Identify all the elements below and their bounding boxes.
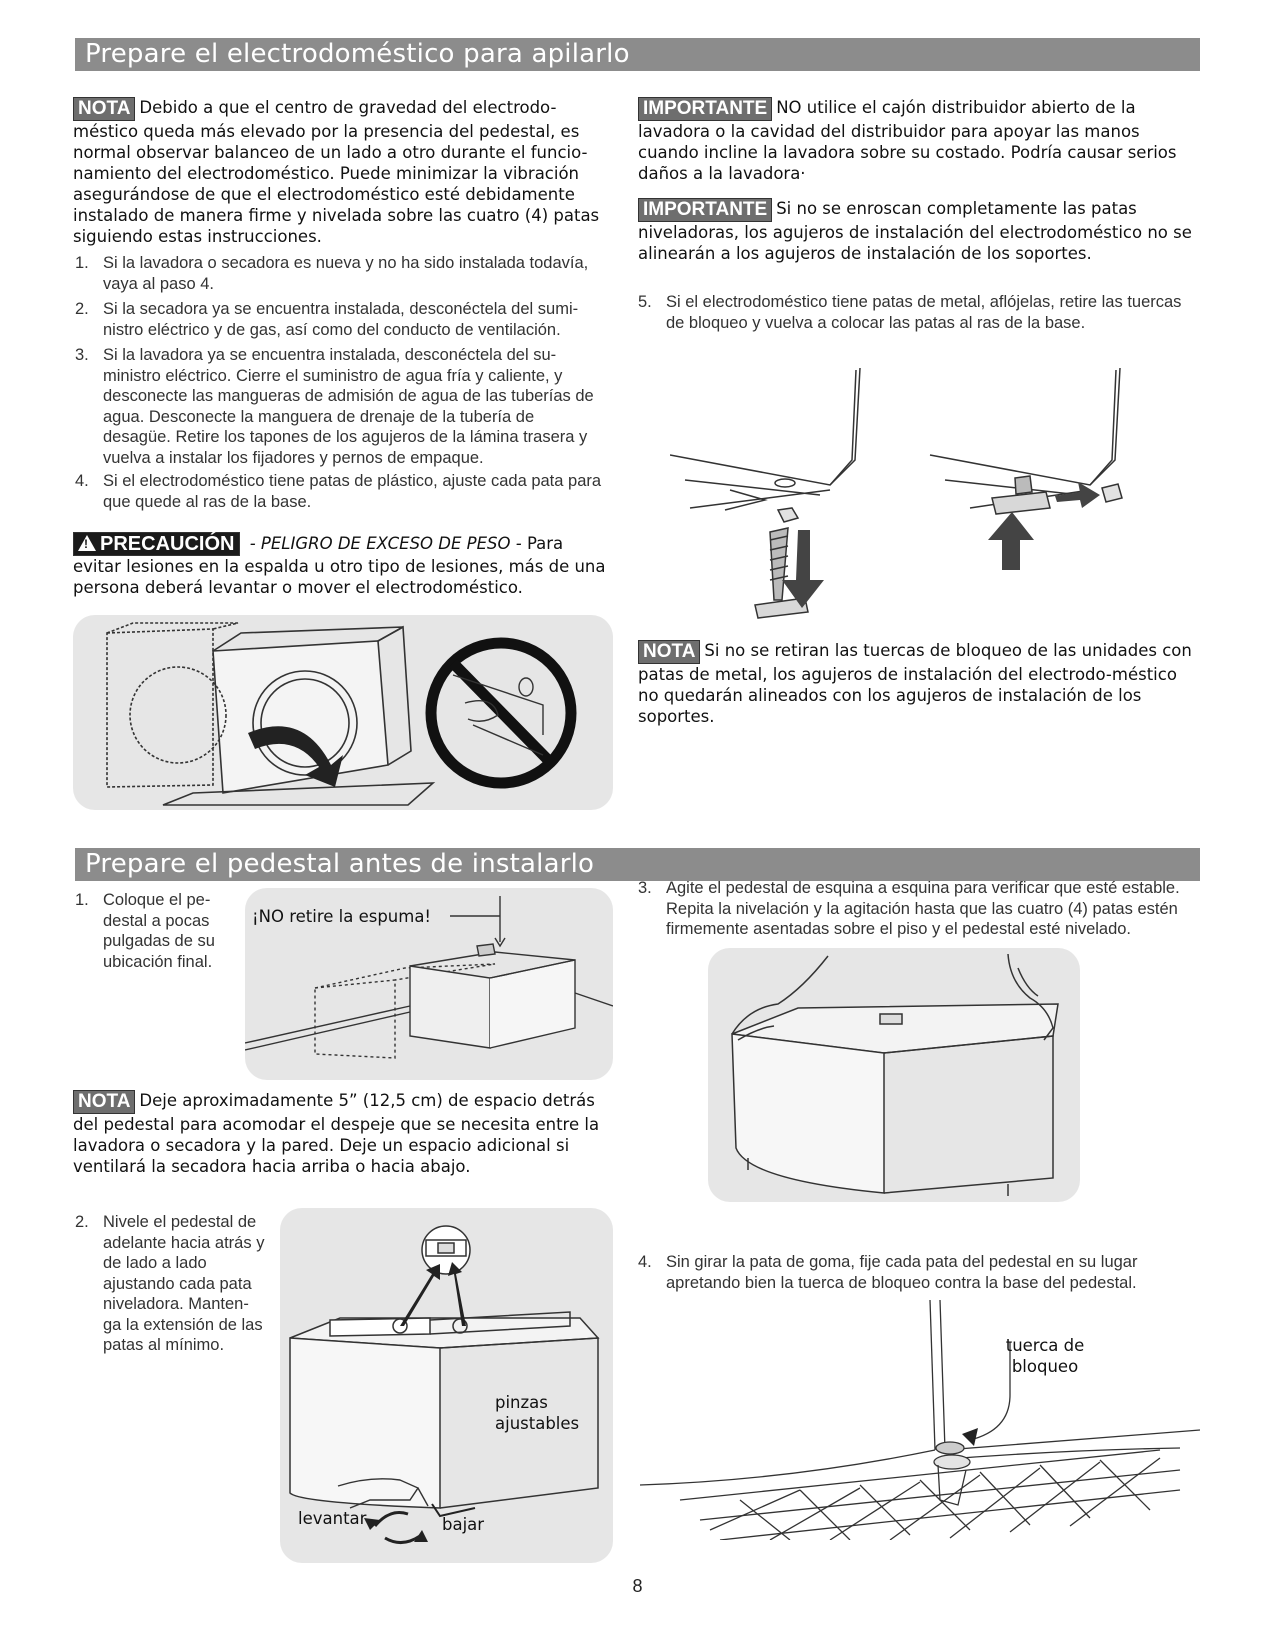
step-number: 4. (75, 472, 89, 490)
note-text: Debido a que el centro de gravedad del electrodo-méstico queda más elevado por la presencia del pedestal, es normal observar balanceo de un lado a otro durante el funcio-namiento del electrodoméstico. Puede minimizar la vibración asegurándose de que el electrodoméstico esté debidamente instalado de manera firme y nivelada sobre las cuatro (4) patas siguiendo estas instrucciones. (73, 98, 600, 246)
note-clearance (73, 1090, 613, 1177)
step-text: Si el electrodoméstico tiene patas de metal, aflójelas, retire las tuercas de bloqueo y vuelva a colocar las patas al ras de la base. (666, 293, 1182, 332)
caution-text: Para evitar lesiones en la espalda u otro tipo de lesiones, más de una persona deberá levantar o mover el electrodoméstico. (73, 534, 606, 597)
step-number: 3. (75, 346, 89, 364)
step-number: 1. (75, 891, 89, 909)
step-number: 1. (75, 254, 89, 272)
lock-nut-label: tuerca de bloqueo (1005, 1336, 1085, 1376)
list-item (638, 292, 1198, 333)
step-number: 2. (75, 300, 89, 318)
important-badge: IMPORTANTE (638, 198, 772, 222)
important-dispenser (638, 97, 1198, 184)
step-number: 5. (638, 293, 652, 311)
important-text: Si no se enroscan completamente las patas niveladoras, los agujeros de instalación del electrodoméstico no se alinearán a los agujeros de instalación de los soportes. (638, 199, 1192, 263)
important-leveling-legs (638, 198, 1198, 264)
step-text: Coloque el pe-destal a pocas pulgadas de su ubicación final. (103, 891, 215, 971)
step-number: 4. (638, 1253, 652, 1271)
note-badge: NOTA (638, 640, 700, 664)
caution-badge: !PRECAUCIÓN (73, 532, 240, 556)
note-text: Deje aproximadamente 5” (12,5 cm) de espacio detrás del pedestal para acomodar el despeje que se necesita entre la lavadora o secadora y la pared. Deje un espacio adicional si ventilará la secadora hacia arriba o hacia abajo. (73, 1091, 600, 1176)
step-text: Si la lavadora o secadora es nueva y no ha sido instalada todavía, vaya al paso 4. (103, 254, 589, 293)
page-number: 8 (632, 1576, 643, 1596)
note-text: Si no se retiran las tuercas de bloqueo de las unidades con patas de metal, los agujeros de instalación del electrodo-méstico no quedarán alineados con los agujeros de instalación de los soportes. (638, 641, 1192, 726)
list-item (75, 1212, 265, 1356)
raise-label: levantar (298, 1509, 367, 1528)
step-text: Nivele el pedestal de adelante hacia atrás y de lado a lado ajustando cada pata niveladora. Manten-ga la extensión de las patas al mínimo. (103, 1213, 265, 1354)
figure-rocking-pedestal (708, 948, 1080, 1202)
figure-tipping-washer (73, 615, 613, 810)
step-text: Si el electrodoméstico tiene patas de plástico, ajuste cada pata para que quede al ras de la base. (103, 472, 602, 511)
step-text: Sin girar la pata de goma, fije cada pata del pedestal en su lugar apretando bien la tuerca de bloqueo contra la base del pedestal. (666, 1253, 1138, 1292)
important-badge: IMPORTANTE (638, 97, 772, 121)
section-title-pedestal: Prepare el pedestal antes de instalarlo (75, 848, 1200, 881)
note-center-of-gravity (73, 97, 601, 247)
rocking-pedestal-illustration (708, 948, 1080, 1202)
list-item (75, 345, 605, 468)
note-badge: NOTA (73, 1090, 135, 1114)
lock-nut-illustration (640, 1300, 1200, 1540)
step-text: Agite el pedestal de esquina a esquina para verificar que esté estable. Repita la nivelación y la agitación hasta que las cuatro (4) patas estén firmemente asentadas sobre el piso y el pedestal esté nivelado. (666, 879, 1180, 938)
note-badge: NOTA (73, 97, 135, 121)
lower-label: bajar (442, 1515, 485, 1534)
tipping-washer-illustration (73, 615, 613, 810)
warning-triangle-icon (78, 535, 96, 551)
step-number: 2. (75, 1213, 89, 1231)
section-title-apilarlo: Prepare el electrodoméstico para apilarlo (75, 38, 1200, 71)
step-number: 3. (638, 879, 652, 897)
caution-heading: - PELIGRO DE EXCESO DE PESO - (249, 534, 522, 553)
important-text: NO utilice el cajón distribuidor abierto de la lavadora o la cavidad del distribuidor para apoyar las manos cuando incline la lavadora sobre su costado. Podría causar serios daños a la lavadora· (638, 98, 1177, 183)
list-item (638, 1252, 1198, 1293)
caution-weight (73, 532, 613, 598)
list-item (638, 878, 1198, 940)
foam-warning-label: ¡NO retire la espuma! (252, 907, 432, 926)
list-item (75, 299, 605, 340)
note-lock-nuts (638, 640, 1198, 727)
list-item (75, 890, 233, 972)
adjustable-clips-label: pinzas ajustables (495, 1393, 580, 1433)
step-text: Si la secadora ya se encuentra instalada, desconéctela del sumi-nistro eléctrico y de gas, así como del conducto de ventilación. (103, 300, 579, 339)
metal-legs-illustration (670, 360, 1170, 630)
list-item (75, 471, 605, 512)
step-text: Si la lavadora ya se encuentra instalada, desconéctela del su-ministro eléctrico. Cierre el suministro de agua fría y caliente, y desconecte las mangueras de admisión de agua de las tuberías de agua. Desconecte la manguera de drenaje de la tubería de desagüe. Retire los tapones de los agujeros de la lámina trasera y vuelva a instalar los fijadores y pernos de empaque. (103, 346, 594, 467)
list-item (75, 253, 605, 294)
